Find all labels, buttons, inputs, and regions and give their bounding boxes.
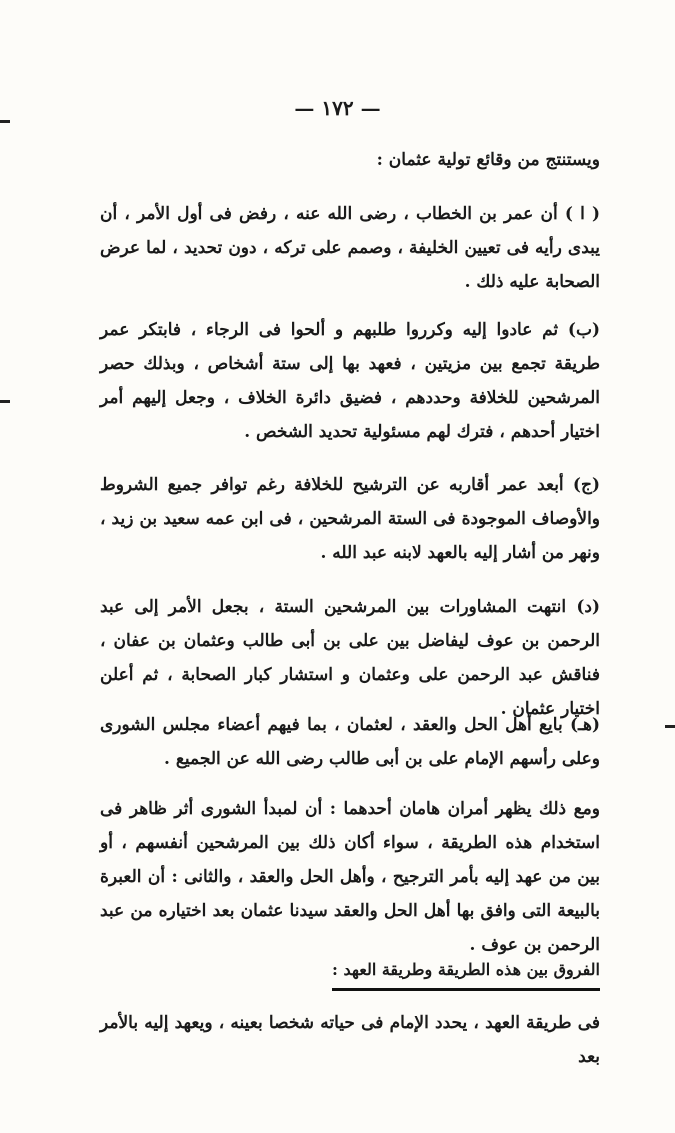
right-edge-mark-lower xyxy=(665,725,675,728)
conclusion-text: ومع ذلك يظهر أمران هامان أحدهما : أن لمبدأ الشورى أثر ظاهر فى استخدام هذه الطريقة ، سواء أكان ذلك بين المرشحين أنفسهم ، أو بين من عهد إليه بأمر الترجيح ، وأهل الحل والعقد ، والثانى : أن العبرة بالبيعة التى وافق بها أهل الحل والعقد سيدنا عثمان بعد اختياره من عبد الرحمن بن عوف . xyxy=(100,799,600,955)
point-d xyxy=(100,590,600,726)
left-edge-mark-top xyxy=(0,120,10,123)
left-edge-mark-middle xyxy=(0,400,10,403)
final-line-text: فى طريقة العهد ، يحدد الإمام فى حياته شخصا بعينه ، ويعهد إليه بالأمر بعد xyxy=(100,1013,600,1067)
intro-line xyxy=(100,143,600,177)
section-heading: الفروق بين هذه الطريقة وطريقة العهد : xyxy=(332,958,600,991)
point-a xyxy=(100,197,600,299)
point-b xyxy=(100,313,600,449)
point-e xyxy=(100,708,600,776)
final-line xyxy=(100,1006,600,1074)
section-heading-wrap xyxy=(330,958,600,991)
intro-text: ويستنتج من وقائع تولية عثمان : xyxy=(376,150,600,170)
point-a-text: ( ا ) أن عمر بن الخطاب ، رضى الله عنه ، رفض فى أول الأمر ، أن يبدى رأيه فى تعيين الخليفة ، وصمم على تركه ، دون تحديد ، لما عرض الصحابة عليه ذلك . xyxy=(100,204,600,292)
point-c-text: (ج) أبعد عمر أقاربه عن الترشيح للخلافة رغم توافر جميع الشروط والأوصاف الموجودة فى الستة المرشحين ، فى ابن عمه سعيد بن زيد ، ونهر من أشار إليه بالعهد لابنه عبد الله . xyxy=(100,475,600,563)
conclusion-paragraph xyxy=(100,792,600,962)
page-number: — ١٧٢ — xyxy=(294,96,381,120)
point-c xyxy=(100,468,600,570)
point-d-text: (د) انتهت المشاورات بين المرشحين الستة ، بجعل الأمر إلى عبد الرحمن بن عوف ليفاضل بين على بن أبى طالب وعثمان بن عفان ، فناقش عبد الرحمن على وعثمان و استشار كبار الصحابة ، ثم أعلن اختيار عثمان . xyxy=(100,597,600,719)
point-b-text: (ب) ثم عادوا إليه وكرروا طلبهم و ألحوا فى الرجاء ، فابتكر عمر طريقة تجمع بين مزيتين ، فعهد بها إلى ستة أشخاص ، وبذلك حصر المرشحين للخلافة وحددهم ، فضيق دائرة الخلاف ، وجعل إليهم أمر اختيار أحدهم ، فترك لهم مسئولية تحديد الشخص . xyxy=(100,320,600,442)
point-e-text: (هـ) بايع أهل الحل والعقد ، لعثمان ، بما فيهم أعضاء مجلس الشورى وعلى رأسهم الإمام على بن أبى طالب رضى الله عن الجميع . xyxy=(100,715,600,769)
